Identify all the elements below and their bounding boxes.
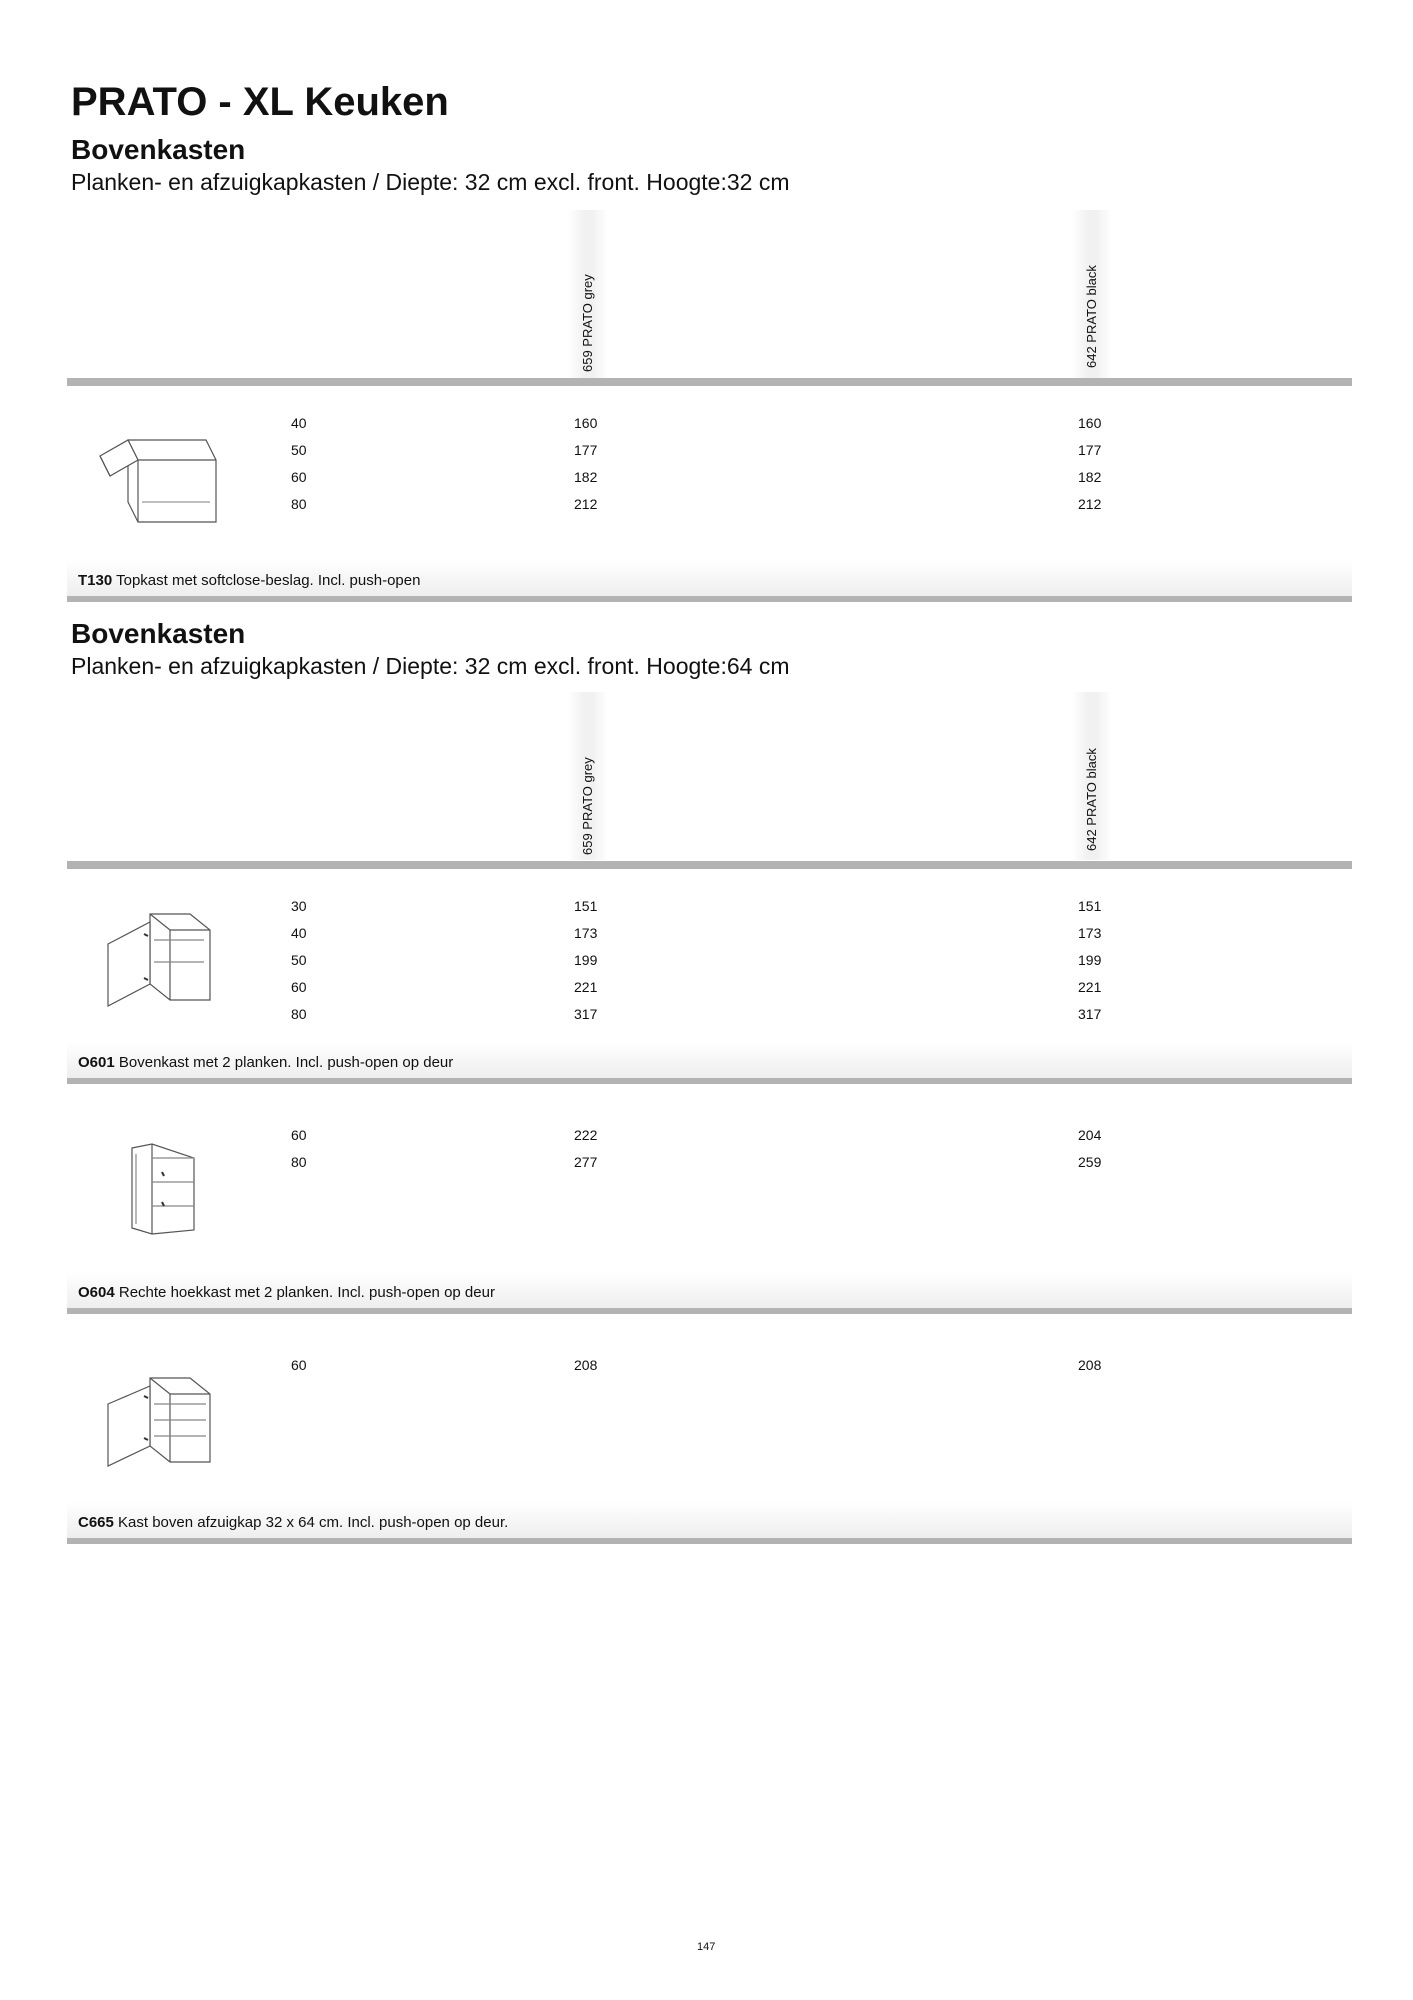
price-black-cell: 317 (1078, 1006, 1102, 1022)
product-description-text: Topkast met softclose-beslag. Incl. push-open (116, 572, 421, 589)
section-title: Bovenkasten (71, 618, 246, 649)
column-header-black: 642 PRATO black (1084, 265, 1099, 368)
product-code: C665 (78, 1514, 114, 1531)
section-subtitle: Planken- en afzuigkapkasten / Diepte: 32 cm excl. front. Hoogte:64 cm (71, 653, 790, 679)
price-grey-cell: 221 (574, 979, 598, 995)
width-cell: 50 (291, 952, 307, 968)
width-cell: 50 (291, 442, 307, 458)
width-cell: 80 (291, 1006, 307, 1022)
product-description (78, 1054, 453, 1072)
price-black-cell: 259 (1078, 1154, 1102, 1170)
product-rule (67, 596, 1352, 602)
product-code: T130 (78, 572, 113, 589)
width-cell: 60 (291, 979, 307, 995)
product-description (78, 1284, 495, 1302)
price-black-cell: 221 (1078, 979, 1102, 995)
width-cell: 60 (291, 469, 307, 485)
price-grey-cell: 277 (574, 1154, 598, 1170)
price-black-cell: 204 (1078, 1127, 1102, 1143)
price-black-cell: 177 (1078, 442, 1102, 458)
price-black-cell: 160 (1078, 415, 1102, 431)
price-grey-cell: 199 (574, 952, 598, 968)
product-rule (67, 1308, 1352, 1314)
price-grey-cell: 182 (574, 469, 598, 485)
section-1-header (71, 134, 1351, 196)
width-cell: 80 (291, 496, 307, 512)
price-grey-cell: 222 (574, 1127, 598, 1143)
top-cabinet-icon (98, 432, 218, 524)
price-black-cell: 173 (1078, 925, 1102, 941)
width-cell: 60 (291, 1357, 307, 1373)
width-cell: 80 (291, 1154, 307, 1170)
table-header-rule (67, 378, 1352, 386)
price-grey-cell: 208 (574, 1357, 598, 1373)
corner-cabinet-icon (128, 1142, 200, 1236)
column-header-black: 642 PRATO black (1084, 748, 1099, 851)
product-code: O601 (78, 1054, 115, 1071)
product-description (78, 1514, 508, 1532)
page-number: 147 (697, 1941, 716, 1953)
price-black-cell: 182 (1078, 469, 1102, 485)
price-grey-cell: 212 (574, 496, 598, 512)
wall-cabinet-icon (104, 912, 214, 1008)
product-description-text: Rechte hoekkast met 2 planken. Incl. push-open op deur (118, 1284, 495, 1301)
width-cell: 40 (291, 925, 307, 941)
product-description-text: Bovenkast met 2 planken. Incl. push-open op deur (118, 1054, 454, 1071)
product-rule (67, 1078, 1352, 1084)
price-grey-cell: 173 (574, 925, 598, 941)
width-cell: 40 (291, 415, 307, 431)
section-title: Bovenkasten (71, 134, 246, 165)
price-black-cell: 212 (1078, 496, 1102, 512)
section-subtitle: Planken- en afzuigkapkasten / Diepte: 32 cm excl. front. Hoogte:32 cm (71, 169, 790, 195)
section-2-header (71, 618, 1351, 680)
width-cell: 30 (291, 898, 307, 914)
column-header-grey: 659 PRATO grey (580, 757, 595, 855)
price-grey-cell: 151 (574, 898, 598, 914)
price-black-cell: 199 (1078, 952, 1102, 968)
product-rule (67, 1538, 1352, 1544)
price-grey-cell: 177 (574, 442, 598, 458)
price-black-cell: 151 (1078, 898, 1102, 914)
hood-cabinet-icon (104, 1374, 214, 1468)
page-title: PRATO - XL Keuken (71, 80, 449, 124)
product-description (78, 572, 420, 590)
product-description-text: Kast boven afzuigkap 32 x 64 cm. Incl. push-open op deur. (118, 1514, 509, 1531)
price-grey-cell: 160 (574, 415, 598, 431)
price-grey-cell: 317 (574, 1006, 598, 1022)
width-cell: 60 (291, 1127, 307, 1143)
column-header-grey: 659 PRATO grey (580, 274, 595, 372)
table-header-rule (67, 861, 1352, 869)
product-code: O604 (78, 1284, 115, 1301)
price-black-cell: 208 (1078, 1357, 1102, 1373)
